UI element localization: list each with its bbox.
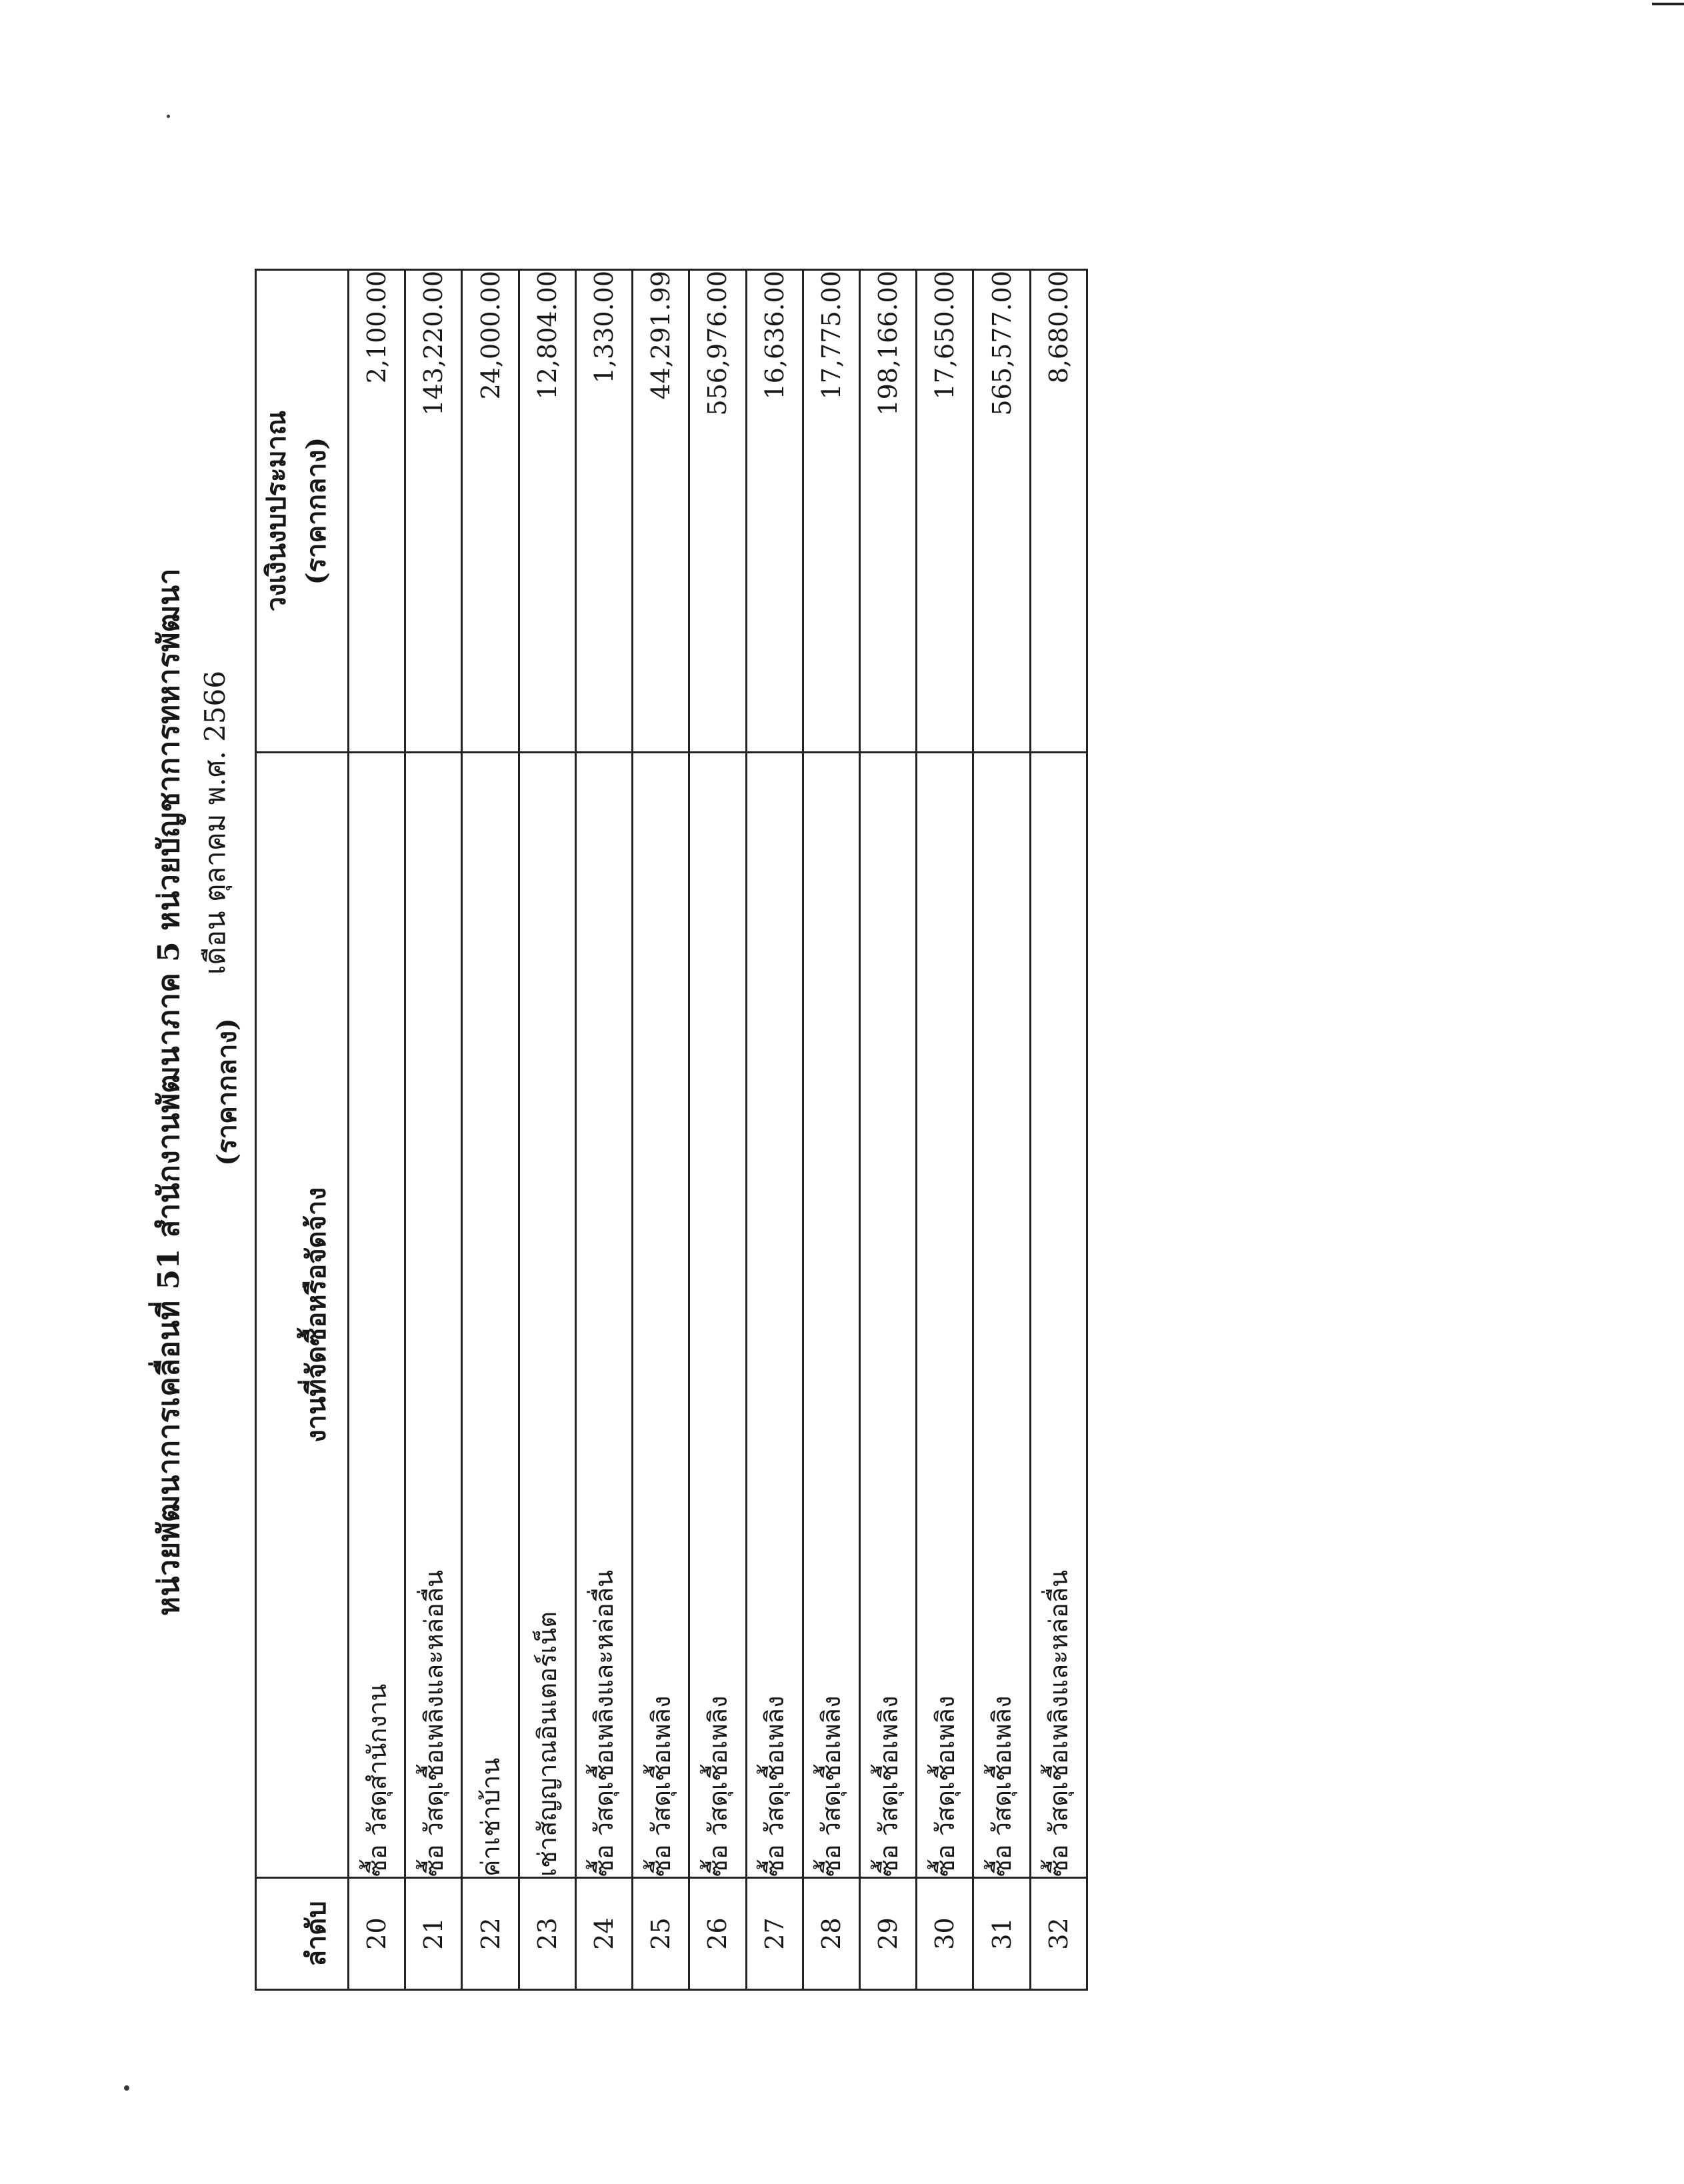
header-amount-sub: (ราคากลาง) bbox=[301, 437, 332, 585]
row-item: ซื้อ วัสดุเชื้อเพลิง bbox=[859, 753, 916, 1878]
table-body bbox=[349, 270, 1087, 1990]
table-row bbox=[973, 270, 1030, 1990]
row-number: 27 bbox=[746, 1878, 803, 1990]
table-row bbox=[746, 270, 803, 1990]
document-title: หน่วยพัฒนาการเคลื่อนที่ 51 สำนักงานพัฒนาภาค 5 หน่วยบัญชาการทหารพัฒนา bbox=[152, 568, 186, 1616]
row-amount: 565,577.00 bbox=[973, 270, 1030, 753]
row-item: ซื้อ วัสดุเชื้อเพลิง bbox=[803, 753, 859, 1878]
procurement-table bbox=[255, 269, 1088, 1991]
row-amount: 24,000.00 bbox=[462, 270, 519, 753]
row-number: 28 bbox=[803, 1878, 859, 1990]
header-no: ลำดับ bbox=[256, 1878, 349, 1990]
row-number: 26 bbox=[689, 1878, 746, 1990]
table-header-row bbox=[256, 270, 349, 1990]
row-amount: 1,330.00 bbox=[575, 270, 632, 753]
header-item: งานที่จัดซื้อหรือจัดจ้าง bbox=[256, 753, 349, 1878]
row-number: 22 bbox=[462, 1878, 519, 1990]
table-row bbox=[803, 270, 859, 1990]
row-item: ซื้อ วัสดุเชื้อเพลิง bbox=[917, 753, 973, 1878]
table-row bbox=[575, 270, 632, 1990]
row-amount: 8,680.00 bbox=[1030, 270, 1087, 753]
table-row bbox=[1030, 270, 1087, 1990]
row-number: 24 bbox=[575, 1878, 632, 1990]
table-row bbox=[633, 270, 689, 1990]
row-item: ซื้อ วัสดุเชื้อเพลิงและหล่อลื่น bbox=[575, 753, 632, 1878]
table-row bbox=[462, 270, 519, 1990]
row-amount: 44,291.99 bbox=[633, 270, 689, 753]
row-item: ค่าเช่าบ้าน bbox=[462, 753, 519, 1878]
table-row bbox=[349, 270, 405, 1990]
row-amount: 16,636.00 bbox=[746, 270, 803, 753]
row-item: ซื้อ วัสดุสำนักงาน bbox=[349, 753, 405, 1878]
row-item: ซื้อ วัสดุเชื้อเพลิงและหล่อลื่น bbox=[1030, 753, 1087, 1878]
table-row bbox=[689, 270, 746, 1990]
row-item: ซื้อ วัสดุเชื้อเพลิง bbox=[746, 753, 803, 1878]
row-number: 23 bbox=[519, 1878, 575, 1990]
row-number: 21 bbox=[405, 1878, 462, 1990]
row-number: 30 bbox=[917, 1878, 973, 1990]
table-row bbox=[917, 270, 973, 1990]
row-number: 20 bbox=[349, 1878, 405, 1990]
row-item: เช่าสัญญาณอินเตอร์เน็ต bbox=[519, 753, 575, 1878]
month-label: เดือน ตุลาคม พ.ศ. 2566 bbox=[199, 671, 231, 975]
row-item: ซื้อ วัสดุเชื้อเพลิงและหล่อลื่น bbox=[405, 753, 462, 1878]
row-amount: 12,804.00 bbox=[519, 270, 575, 753]
row-amount: 143,220.00 bbox=[405, 270, 462, 753]
row-number: 31 bbox=[973, 1878, 1030, 1990]
header-amount bbox=[256, 270, 349, 753]
row-item: ซื้อ วัสดุเชื้อเพลิง bbox=[633, 753, 689, 1878]
row-amount: 17,650.00 bbox=[917, 270, 973, 753]
header-amount-label: วงเงินงบประมาณ bbox=[261, 410, 292, 612]
row-amount: 17,775.00 bbox=[803, 270, 859, 753]
row-item: ซื้อ วัสดุเชื้อเพลิง bbox=[689, 753, 746, 1878]
row-amount: 198,166.00 bbox=[859, 270, 916, 753]
table-row bbox=[519, 270, 575, 1990]
row-number: 29 bbox=[859, 1878, 916, 1990]
document-subtitle: (ราคากลาง) bbox=[211, 1018, 243, 1166]
table-row bbox=[859, 270, 916, 1990]
row-amount: 556,976.00 bbox=[689, 270, 746, 753]
table-row bbox=[405, 270, 462, 1990]
row-item: ซื้อ วัสดุเชื้อเพลิง bbox=[973, 753, 1030, 1878]
row-amount: 2,100.00 bbox=[349, 270, 405, 753]
row-number: 32 bbox=[1030, 1878, 1087, 1990]
row-number: 25 bbox=[633, 1878, 689, 1990]
